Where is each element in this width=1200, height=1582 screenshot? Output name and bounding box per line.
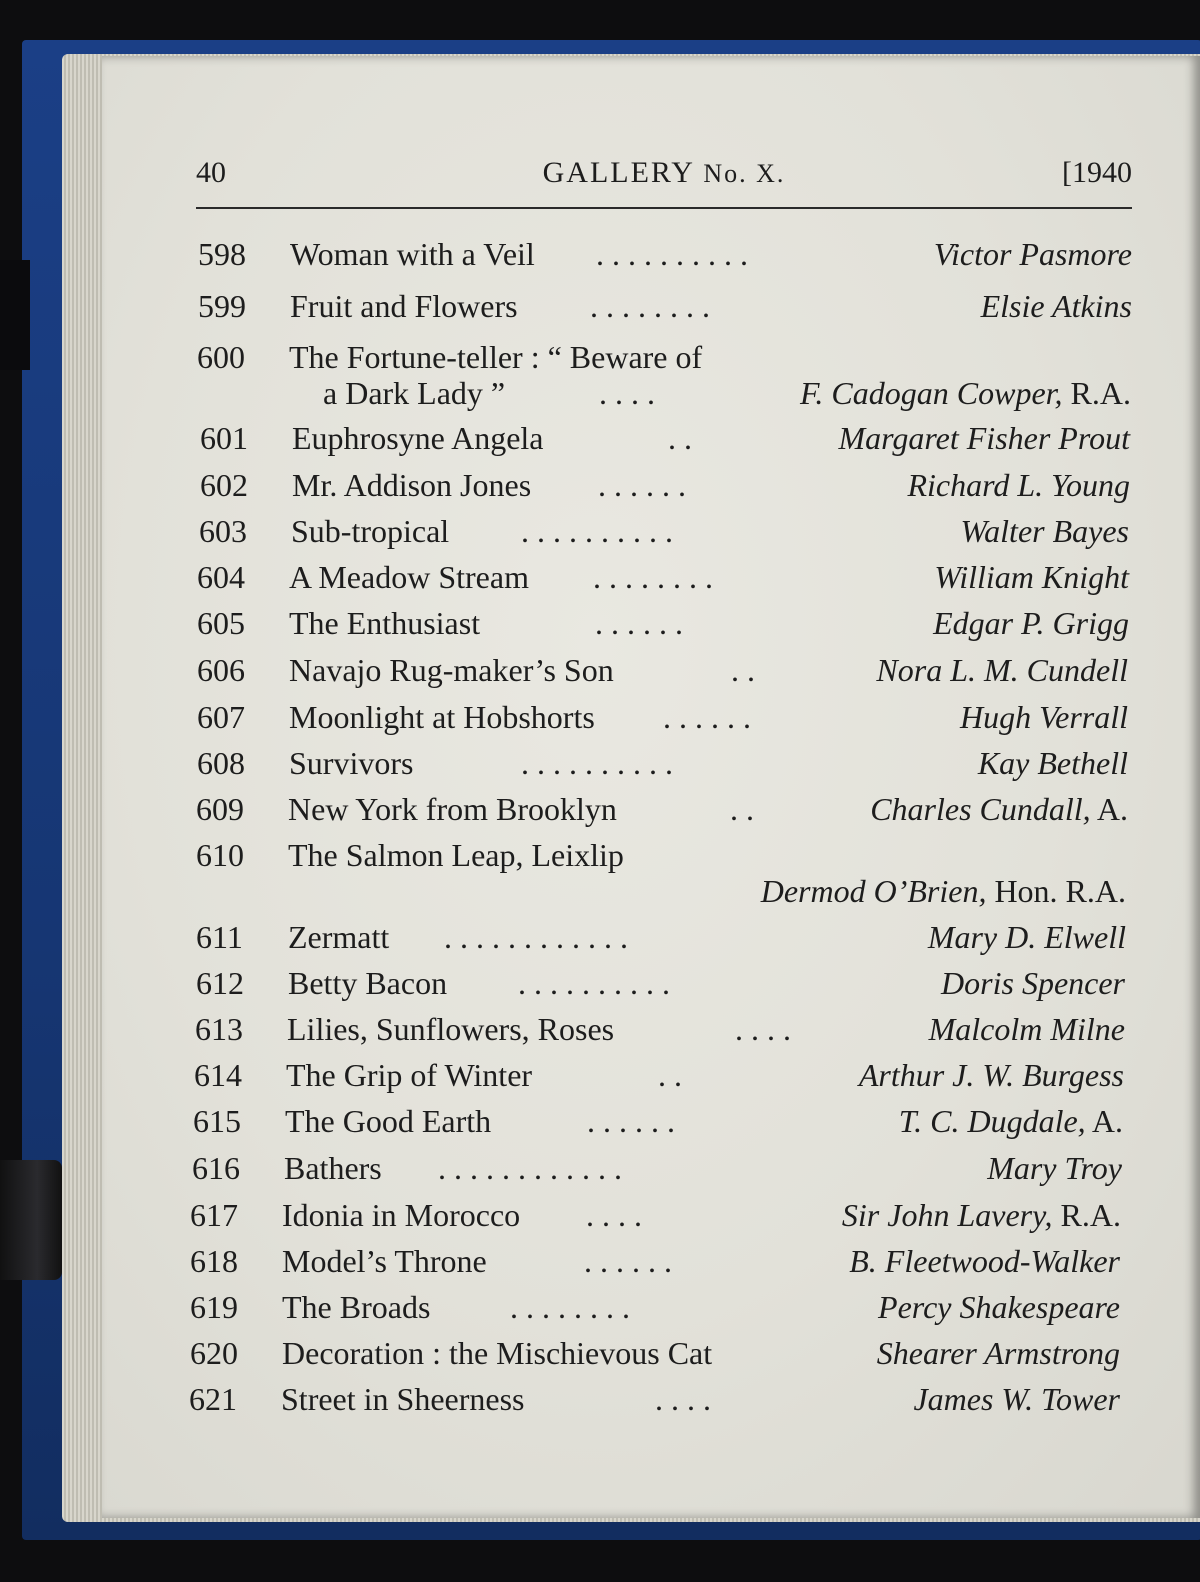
leader-dots: . . [731, 652, 755, 688]
entry-artist [859, 1055, 1124, 1095]
leader-dots: . . . . . . . . . . [521, 745, 673, 781]
entry-artist [849, 1241, 1120, 1281]
artist-name: Margaret Fisher Prout [838, 420, 1130, 456]
entry-artist [899, 1101, 1123, 1141]
leader-dots: . . . . . . . . . . [596, 236, 748, 272]
entry-title: A Meadow Stream [289, 559, 529, 595]
leader-dots: . . . . . . [598, 467, 686, 503]
entry-610 [196, 835, 1126, 915]
entry-number: 621 [189, 1381, 237, 1417]
entry-number: 610 [196, 837, 244, 873]
entry-artist [960, 511, 1129, 551]
entry-number: 614 [194, 1057, 242, 1093]
entry-number: 618 [190, 1243, 238, 1279]
entry-artist [978, 743, 1128, 783]
entry-title: The Fortune-teller : “ Beware of [289, 339, 703, 375]
entry-artist [929, 1009, 1125, 1049]
leader-dots: . . . . [599, 375, 655, 411]
entry-number: 616 [192, 1150, 240, 1186]
artist-name: Dermod O’Brien, [760, 873, 987, 909]
leader-dots: . . . . . . . . [593, 559, 713, 595]
entry-number: 601 [200, 420, 248, 456]
artist-honour: Hon. R.A. [986, 873, 1126, 909]
entry-number: 619 [190, 1289, 238, 1325]
gallery-title [196, 156, 1132, 190]
entry-artist [907, 465, 1130, 505]
entry-artist [877, 1333, 1120, 1373]
leader-dots: . . [658, 1057, 682, 1093]
artist-honour: A. [1085, 1103, 1123, 1139]
entry-number: 602 [200, 467, 248, 503]
leader-dots: . . [730, 791, 754, 827]
entry-number: 607 [197, 699, 245, 735]
entry-title: Navajo Rug-maker’s Son [289, 652, 614, 688]
artist-name: Mary D. Elwell [927, 919, 1126, 955]
artist-honour: R.A. [1062, 375, 1131, 411]
artist-honour: R.A. [1052, 1197, 1121, 1233]
entry-title: Mr. Addison Jones [292, 467, 532, 503]
leader-dots: . . . . . . . . [510, 1289, 630, 1325]
leader-dots: . . . . [735, 1011, 791, 1047]
artist-name: Edgar P. Grigg [933, 605, 1129, 641]
entry-title: The Salmon Leap, Leixlip [288, 837, 624, 873]
entry-number: 598 [198, 236, 246, 272]
running-header [196, 156, 1132, 200]
gallery-number: No. X. [703, 159, 786, 188]
entry-title: Sub-tropical [291, 513, 450, 549]
artist-name: Elsie Atkins [980, 288, 1132, 324]
leader-dots: . . . . . . . . . . [521, 513, 673, 549]
artist-name: Nora L. M. Cundell [876, 652, 1128, 688]
entry-artist [934, 234, 1132, 274]
header-rule [196, 207, 1132, 209]
artist-name: T. C. Dugdale, [898, 1103, 1086, 1139]
artist-name: Charles Cundall, [870, 791, 1091, 827]
entry-artist [870, 789, 1128, 829]
artist-name: Percy Shakespeare [878, 1289, 1120, 1325]
artist-name: Walter Bayes [960, 513, 1129, 549]
entry-number: 611 [196, 919, 243, 955]
leader-dots: . . . . . . [584, 1243, 672, 1279]
entry-number: 606 [197, 652, 245, 688]
artist-name: Arthur J. W. Burgess [858, 1057, 1124, 1093]
entry-artist [934, 557, 1129, 597]
entry-number: 613 [195, 1011, 243, 1047]
entry-title: Street in Sheerness [281, 1381, 525, 1417]
entry-title: Lilies, Sunflowers, Roses [287, 1011, 615, 1047]
entry-title: Bathers [284, 1150, 382, 1186]
entry-title: New York from Brooklyn [288, 791, 617, 827]
entry-number: 615 [193, 1103, 241, 1139]
entry-number: 605 [197, 605, 245, 641]
entry-title: Fruit and Flowers [290, 288, 518, 324]
entry-title: Euphrosyne Angela [292, 420, 544, 456]
entry-artist [838, 418, 1130, 458]
entry-title: Survivors [289, 745, 414, 781]
entry-title: The Broads [282, 1289, 431, 1325]
page-number: 40 [196, 156, 226, 189]
artist-name: Malcolm Milne [928, 1011, 1125, 1047]
leader-dots: . . . . . . [587, 1103, 675, 1139]
entry-artist [842, 1195, 1121, 1235]
leader-dots: . . . . [586, 1197, 642, 1233]
leader-dots: . . . . . . [663, 699, 751, 735]
entry-title: Model’s Throne [282, 1243, 487, 1279]
artist-name: William Knight [934, 559, 1129, 595]
entry-artist [800, 373, 1131, 413]
artist-name: F. Cadogan Cowper, [799, 375, 1063, 411]
leader-dots: . . . . . . . . . . [518, 965, 670, 1001]
entry-number: 612 [196, 965, 244, 1001]
entry-title: The Enthusiast [289, 605, 481, 641]
entry-artist [761, 871, 1126, 911]
artist-honour: A. [1090, 791, 1128, 827]
binder-clip [0, 1160, 62, 1280]
artist-name: Hugh Verrall [960, 699, 1128, 735]
entry-600 [197, 337, 1131, 415]
entry-title: Decoration : the Mischievous Cat [282, 1335, 713, 1371]
entry-title: Moonlight at Hobshorts [289, 699, 595, 735]
artist-name: Mary Troy [987, 1150, 1122, 1186]
entry-artist [941, 963, 1125, 1003]
year: [1940 [1062, 156, 1132, 189]
gallery-word: GALLERY [542, 156, 694, 189]
entry-title: The Good Earth [285, 1103, 492, 1139]
entry-artist [913, 1379, 1120, 1419]
entry-title: Woman with a Veil [290, 236, 535, 272]
leader-dots: . . . . . . . . . . . . [444, 919, 628, 955]
entry-number: 608 [197, 745, 245, 781]
leader-dots: . . [668, 420, 692, 456]
artist-name: Doris Spencer [941, 965, 1125, 1001]
entry-artist [987, 1148, 1122, 1188]
entry-number: 600 [197, 339, 245, 375]
entry-artist [878, 1287, 1120, 1327]
leader-dots: . . . . . . . . . . . . [438, 1150, 622, 1186]
entry-title: The Grip of Winter [286, 1057, 533, 1093]
entry-title: Betty Bacon [288, 965, 448, 1001]
entry-number: 603 [199, 513, 247, 549]
artist-name: Victor Pasmore [933, 236, 1132, 272]
artist-name: Shearer Armstrong [876, 1335, 1120, 1371]
artist-name: B. Fleetwood-Walker [849, 1243, 1120, 1279]
entry-artist [933, 603, 1129, 643]
entry-artist [928, 917, 1126, 957]
entry-number: 604 [197, 559, 245, 595]
artist-name: Kay Bethell [977, 745, 1128, 781]
entry-title-continued: a Dark Lady ” [323, 375, 506, 411]
artist-name: Sir John Lavery, [841, 1197, 1053, 1233]
leader-dots: . . . . . . . . [590, 288, 710, 324]
entry-number: 620 [190, 1335, 238, 1371]
entry-artist [981, 286, 1132, 326]
entry-title: Idonia in Morocco [282, 1197, 521, 1233]
entry-number: 599 [198, 288, 246, 324]
entry-artist [960, 697, 1128, 737]
entry-title: Zermatt [288, 919, 390, 955]
entry-artist [876, 650, 1128, 690]
leader-dots: . . . . [655, 1381, 711, 1417]
entry-number: 609 [196, 791, 244, 827]
artist-name: James W. Tower [913, 1381, 1120, 1417]
binding-strap [0, 260, 30, 370]
entry-number: 617 [190, 1197, 238, 1233]
leader-dots: . . . . . . [595, 605, 683, 641]
artist-name: Richard L. Young [907, 467, 1130, 503]
